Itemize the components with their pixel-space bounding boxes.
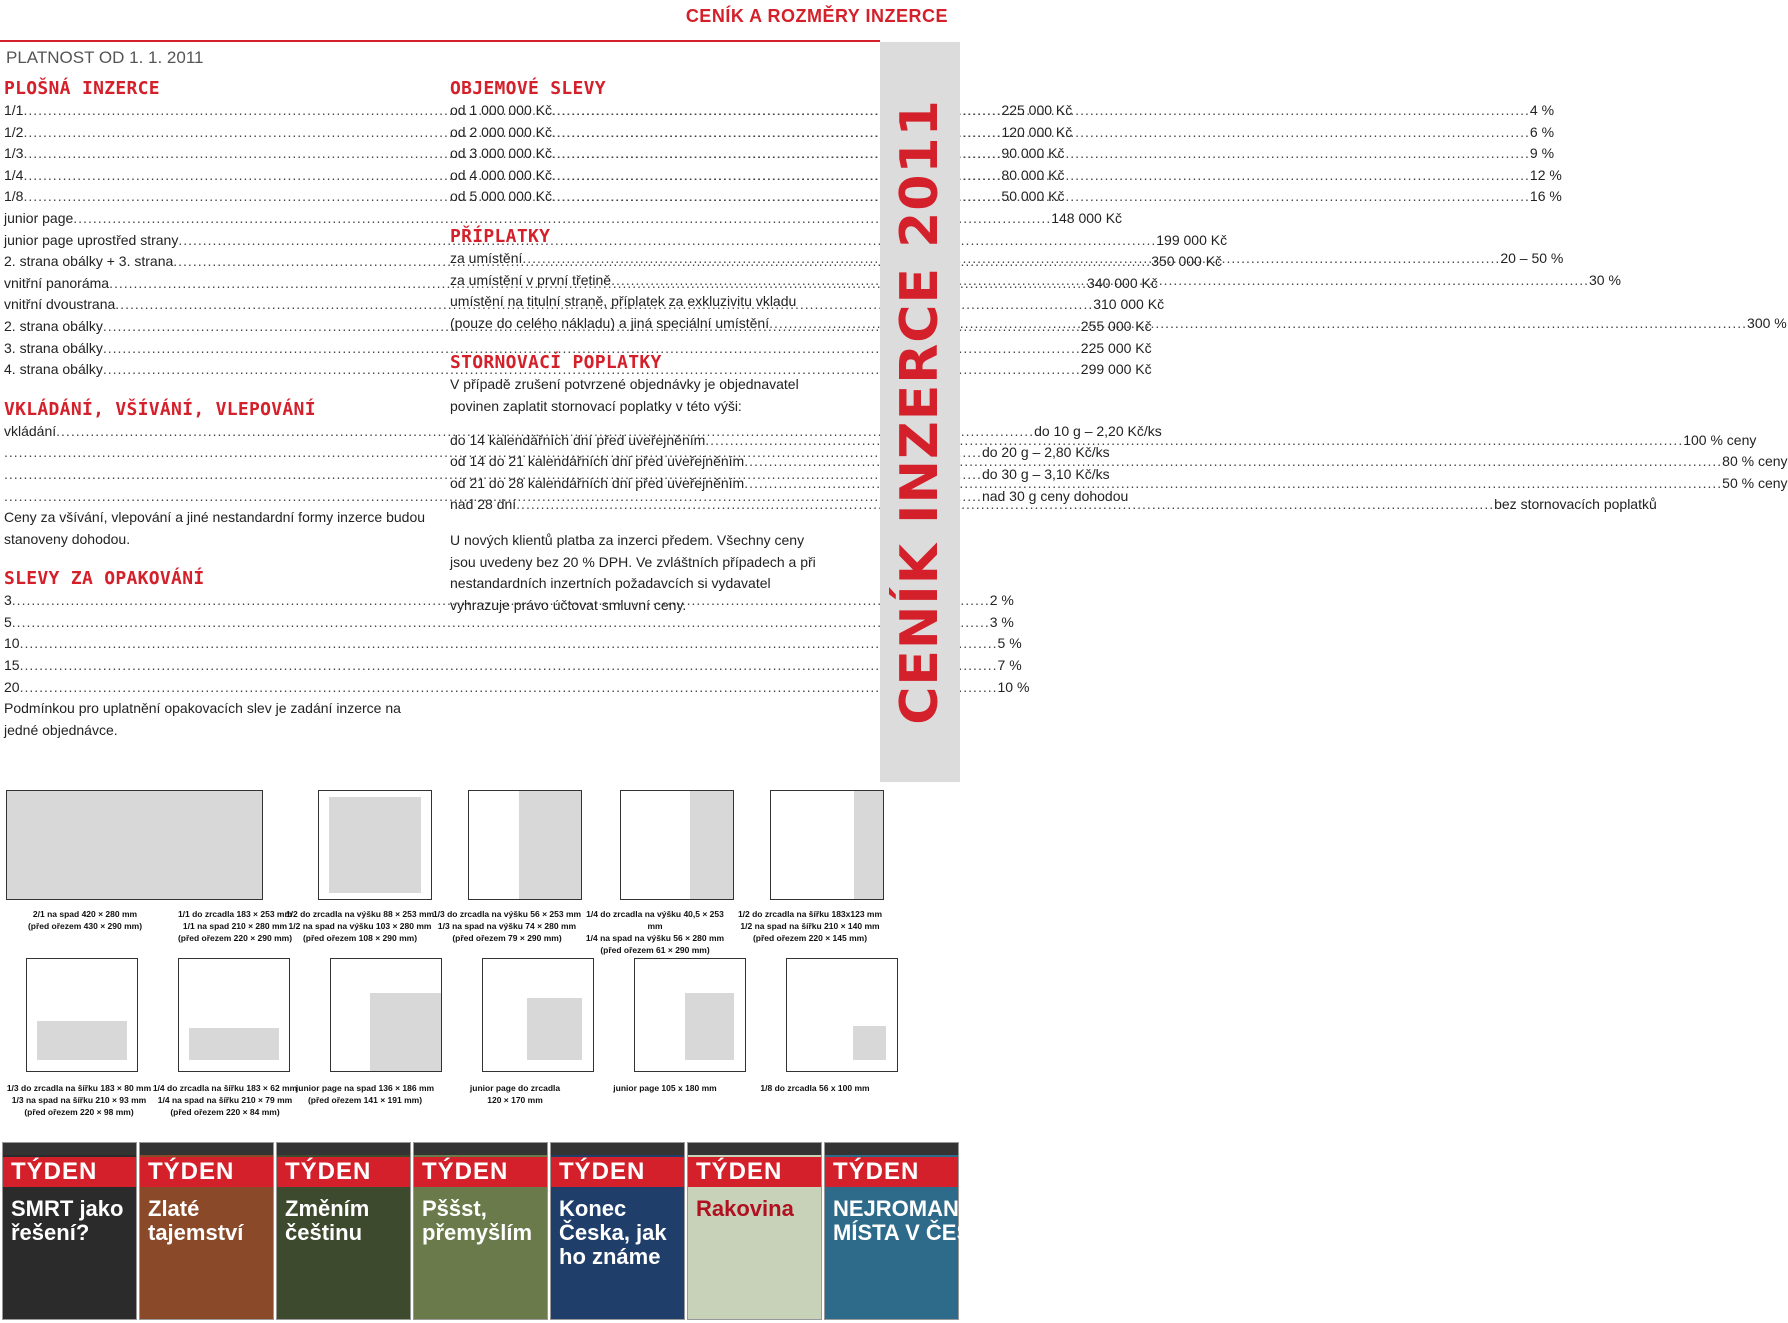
format-caption xyxy=(740,1082,890,1094)
format-thumb xyxy=(6,790,263,900)
caption-line: (před ořezem 220 × 84 mm) xyxy=(170,1107,280,1117)
format-thumb xyxy=(770,790,882,898)
format-caption xyxy=(10,908,160,932)
row-label: 1/1 xyxy=(4,102,24,118)
row-label: 4. strana obálky xyxy=(4,361,103,378)
row-value: 5 % xyxy=(997,635,1022,652)
row-label: od 14 do 21 kalendářních dní před uveřejněním xyxy=(450,453,745,470)
vkladani-heading: VKLÁDÁNÍ, VŠÍVÁNÍ, VLEPOVÁNÍ xyxy=(4,398,316,420)
row-label: 2. strana obálky xyxy=(4,317,103,334)
slevy-list xyxy=(4,590,1030,698)
caption-line: 1/4 do zrcadla na šířku 183 × 62 mm xyxy=(152,1083,298,1093)
row-label: 3 xyxy=(4,592,12,609)
leader-dots xyxy=(522,248,1500,270)
page-title: CENÍK A ROZMĚRY INZERCE xyxy=(685,6,948,26)
leader-dots xyxy=(552,100,1530,122)
row-value: 340 000 Kč xyxy=(1087,274,1158,291)
row-value: 225 000 Kč xyxy=(1001,102,1073,118)
row-value: 4 % xyxy=(1529,102,1555,118)
format-thumb xyxy=(330,958,442,1072)
cover-logo: TÝDEN xyxy=(140,1157,273,1187)
row-label: 1/3 xyxy=(4,145,24,162)
row-label: od 3 000 000 Kč xyxy=(450,145,552,162)
row-value: 199 000 Kč xyxy=(1156,231,1228,248)
leader-dots xyxy=(516,494,1494,516)
format-thumb xyxy=(318,790,432,900)
spacer xyxy=(450,516,876,530)
leader-dots xyxy=(552,186,1530,208)
caption-line: junior page 105 x 180 mm xyxy=(613,1083,717,1093)
caption-line: 1/8 do zrcadla 56 x 100 mm xyxy=(760,1083,870,1093)
row-value: 20 – 50 % xyxy=(1500,249,1564,266)
spacer xyxy=(450,208,876,226)
row-label: vnitřní panoráma xyxy=(4,274,110,291)
magazine-cover xyxy=(2,1142,137,1320)
format-caption xyxy=(285,908,435,944)
format-area xyxy=(329,797,421,892)
row-label: junior page uprostřed strany xyxy=(4,231,179,248)
magazine-cover xyxy=(687,1142,822,1320)
leader-dots xyxy=(552,143,1530,165)
cover-logo: TÝDEN xyxy=(3,1157,136,1187)
row-value: 9 % xyxy=(1529,145,1555,162)
leader-dots xyxy=(705,430,1683,452)
format-caption xyxy=(290,1082,440,1106)
storno-heading: STORNOVACÍ POPLATKY xyxy=(450,352,662,374)
storno-note: U nových klientů platba za inzerci předem. Všechny ceny jsou uvedeny bez 20 % DPH. Ve zvláštních případech a při nestandardních inzertních požadavcích si vydavatel vyhrazuje právo účtovat smluvní ceny. xyxy=(450,531,816,613)
row-label: od 4 000 000 Kč xyxy=(450,166,552,183)
cover-logo: TÝDEN xyxy=(688,1157,821,1187)
caption-line: 1/4 na spad na výšku 56 × 280 mm xyxy=(585,933,725,943)
cover-headline: Zlaté tajemství xyxy=(148,1196,244,1245)
row-label: 10 xyxy=(4,635,20,652)
cover-headline: NEJROMANTIČTĚJŠÍ MÍSTA V ČESKU xyxy=(833,1196,1056,1245)
row-value: 7 % xyxy=(997,657,1022,674)
row-value: 6 % xyxy=(1529,123,1555,140)
cover-strip xyxy=(551,1143,684,1155)
caption-line: 1/3 do zrcadla na šířku 183 × 80 mm xyxy=(6,1083,152,1093)
slevy-heading: SLEVY ZA OPAKOVÁNÍ xyxy=(4,568,205,590)
cover-headline: Změním češtinu xyxy=(285,1196,370,1245)
spacer xyxy=(4,381,432,399)
format-thumb xyxy=(26,958,138,1072)
leader-dots xyxy=(20,633,998,655)
row-value: nad 30 g ceny dohodou xyxy=(981,487,1129,504)
row-value: 12 % xyxy=(1529,166,1562,183)
caption-line: (před ořezem 220 × 290 mm) xyxy=(177,933,293,943)
cover-logo: TÝDEN xyxy=(551,1157,684,1187)
format-area xyxy=(527,998,582,1060)
cover-strip xyxy=(688,1143,821,1155)
caption-line: 1/2 na spad na výšku 103 × 280 mm xyxy=(288,921,432,931)
row-label: (pouze do celého nákladu) a jiná speciální umístění xyxy=(450,314,770,331)
format-caption xyxy=(440,1082,590,1106)
row-label: vkládání xyxy=(4,422,57,439)
row-label: nad 28 dní xyxy=(450,496,517,513)
caption-line: (před ořezem 79 × 290 mm) xyxy=(452,933,562,943)
caption-line: (před ořezem 220 × 98 mm) xyxy=(24,1107,134,1117)
cover-headline: Rakovina xyxy=(696,1196,794,1221)
header-rule xyxy=(0,40,880,42)
format-caption xyxy=(590,1082,740,1094)
cover-strip xyxy=(140,1143,273,1155)
row-value: 300 % xyxy=(1747,314,1787,331)
format-area xyxy=(7,791,262,899)
cover-headline: Konec Česka, jak ho známe xyxy=(559,1196,667,1269)
format-area xyxy=(853,1026,886,1060)
row-value: do 10 g – 2,20 Kč/ks xyxy=(1034,422,1162,439)
validity-text: PLATNOST OD 1. 1. 2011 xyxy=(6,48,204,67)
caption-line: 1/4 do zrcadla na výšku 40,5 × 253 mm xyxy=(586,909,724,931)
leader-row xyxy=(4,338,1152,360)
row-value: 255 000 Kč xyxy=(1080,317,1152,334)
leader-row xyxy=(4,633,1022,655)
cover-headline: Pššst, přemyšlím xyxy=(422,1196,533,1245)
spacer xyxy=(4,550,432,568)
leader-dots xyxy=(611,270,1589,292)
format-thumb xyxy=(482,958,594,1072)
vertical-title: CENÍK INZERCE 2011 xyxy=(890,99,950,725)
vkladani-note: Ceny za všívání, vlepování a jiné nestandardní formy inzerce budou stanoveny dohodou. xyxy=(4,509,426,547)
caption-line: (před ořezem 108 × 290 mm) xyxy=(302,933,418,943)
row-label: od 1 000 000 Kč xyxy=(450,102,552,118)
row-value: 10 % xyxy=(997,678,1030,695)
leader-row xyxy=(4,590,1014,612)
row-value: 30 % xyxy=(1589,271,1621,288)
sidebar-band xyxy=(880,42,960,782)
cover-strip xyxy=(3,1143,136,1155)
row-label: 20 xyxy=(4,678,20,695)
plosna-heading: PLOŠNÁ INZERCE xyxy=(4,78,160,99)
leader-dots xyxy=(552,122,1530,144)
caption-line: junior page na spad 136 × 186 mm xyxy=(295,1083,435,1093)
slevy-note: Podmínkou pro uplatnění opakovacích slev je zadání inzerce na jedné objednávce. xyxy=(4,700,401,738)
cover-logo: TÝDEN xyxy=(825,1157,958,1187)
row-label: za umístění v první třetině xyxy=(450,271,612,288)
format-caption xyxy=(150,1082,300,1118)
row-value: 225 000 Kč xyxy=(1080,339,1152,356)
row-value: 50 000 Kč xyxy=(1001,188,1065,205)
row-label: 2. strana obálky + 3. strana xyxy=(4,253,174,270)
caption-line: 120 × 170 mm xyxy=(487,1095,543,1105)
row-label: od 5 000 000 Kč xyxy=(450,188,552,205)
magazine-cover xyxy=(276,1142,411,1320)
row-label: za umístění xyxy=(450,249,523,266)
leader-row xyxy=(4,208,1123,230)
row-label: do 14 kalendářních dní před uveřejněním xyxy=(450,431,706,448)
caption-line: 1/1 do zrcadla 183 × 253 mm xyxy=(177,909,293,919)
caption-line: 1/2 do zrcadla na výšku 88 × 253 mm xyxy=(285,909,435,919)
header xyxy=(0,0,960,36)
leader-dots xyxy=(20,655,998,677)
row-value: 350 000 Kč xyxy=(1151,253,1223,270)
objemove-heading: OBJEMOVÉ SLEVY xyxy=(450,78,606,99)
cover-logo: TÝDEN xyxy=(414,1157,547,1187)
row-label: 15 xyxy=(4,657,20,674)
caption-line: (před ořezem 430 × 290 mm) xyxy=(27,921,143,931)
row-label: vnitřní dvoustrana xyxy=(4,296,116,313)
format-area xyxy=(370,993,442,1071)
format-caption xyxy=(432,908,582,944)
format-thumb xyxy=(468,790,582,900)
row-value: 299 000 Kč xyxy=(1080,361,1152,378)
row-value: 148 000 Kč xyxy=(1051,209,1123,226)
cover-strip xyxy=(825,1143,958,1155)
format-area xyxy=(519,791,581,899)
spacer xyxy=(450,418,876,430)
format-thumb xyxy=(178,958,290,1072)
caption-line: 1/3 do zrcadla na výšku 56 × 253 mm xyxy=(432,909,582,919)
priplatky-line3: umístění na titulní straně, příplatek za exkluzivitu vkladu xyxy=(450,293,797,310)
caption-line: 1/1 na spad 210 × 280 mm xyxy=(182,921,288,931)
row-value: 100 % ceny xyxy=(1683,431,1757,448)
caption-line: 1/3 na spad na šířku 210 × 93 mm xyxy=(11,1095,147,1105)
format-thumb xyxy=(620,790,734,900)
caption-line: 1/2 na spad na šířku 210 × 140 mm xyxy=(740,921,880,931)
leader-dots xyxy=(20,677,998,699)
leader-row xyxy=(4,677,1030,699)
caption-line: (před ořezem 61 × 290 mm) xyxy=(600,945,710,955)
caption-line: (před ořezem 220 × 145 mm) xyxy=(752,933,868,943)
row-label: 1/8 xyxy=(4,188,24,205)
cover-strip xyxy=(414,1143,547,1155)
row-value: do 30 g – 3,10 Kč/ks xyxy=(981,465,1110,482)
row-value: 50 % ceny xyxy=(1722,474,1788,491)
format-thumb xyxy=(634,958,746,1072)
format-area xyxy=(189,1028,279,1059)
storno-intro: V případě zrušení potvrzené objednávky je objednavatel povinen zaplatit stornovací poplatky v této výši: xyxy=(450,376,799,414)
row-value: do 20 g – 2,80 Kč/ks xyxy=(981,444,1110,461)
leader-row xyxy=(4,655,1022,677)
row-value: 2 % xyxy=(989,592,1014,609)
spacer xyxy=(450,334,876,352)
caption-line: 1/4 na spad na šířku 210 × 79 mm xyxy=(157,1095,293,1105)
magazine-cover xyxy=(550,1142,685,1320)
row-value: 3 % xyxy=(989,613,1014,630)
cover-headline: SMRT jako řešení? xyxy=(11,1196,124,1245)
format-caption xyxy=(735,908,885,944)
cover-strip xyxy=(277,1143,410,1155)
format-caption xyxy=(580,908,730,956)
caption-line: (před ořezem 141 × 191 mm) xyxy=(307,1095,423,1105)
format-area xyxy=(690,791,733,899)
magazine-cover xyxy=(139,1142,274,1320)
caption-line: 1/2 do zrcadla na šířku 183x123 mm xyxy=(737,909,883,919)
caption-line: 2/1 na spad 420 × 280 mm xyxy=(32,909,138,919)
row-label: 1/2 xyxy=(4,123,24,140)
row-label: 5 xyxy=(4,613,12,630)
leader-row xyxy=(4,612,1014,634)
magazine-cover xyxy=(413,1142,548,1320)
format-thumb xyxy=(786,958,898,1072)
caption-line: junior page do zrcadla xyxy=(469,1083,561,1093)
row-value: 16 % xyxy=(1529,188,1562,205)
row-label: 1/4 xyxy=(4,166,24,183)
row-value: 80 000 Kč xyxy=(1001,166,1065,183)
cover-logo: TÝDEN xyxy=(277,1157,410,1187)
format-area xyxy=(685,993,735,1060)
format-caption xyxy=(4,1082,154,1118)
row-label: junior page xyxy=(4,209,74,226)
row-value: 120 000 Kč xyxy=(1001,123,1073,140)
row-value: bez stornovacích poplatků xyxy=(1494,496,1657,513)
row-value: 90 000 Kč xyxy=(1001,145,1065,162)
caption-line: 1/3 na spad na výšku 74 × 280 mm xyxy=(437,921,577,931)
format-area xyxy=(37,1021,127,1060)
leader-dots xyxy=(552,165,1530,187)
priplatky-heading: PŘÍPLATKY xyxy=(450,225,551,247)
row-value: 80 % ceny xyxy=(1722,453,1788,470)
row-label: od 21 do 28 kalendářních dní před uveřejněním xyxy=(450,474,745,491)
row-label: od 2 000 000 Kč xyxy=(450,123,552,140)
magazine-cover xyxy=(824,1142,1056,1320)
row-value: 310 000 Kč xyxy=(1093,296,1165,313)
row-label: 3. strana obálky xyxy=(4,339,103,356)
